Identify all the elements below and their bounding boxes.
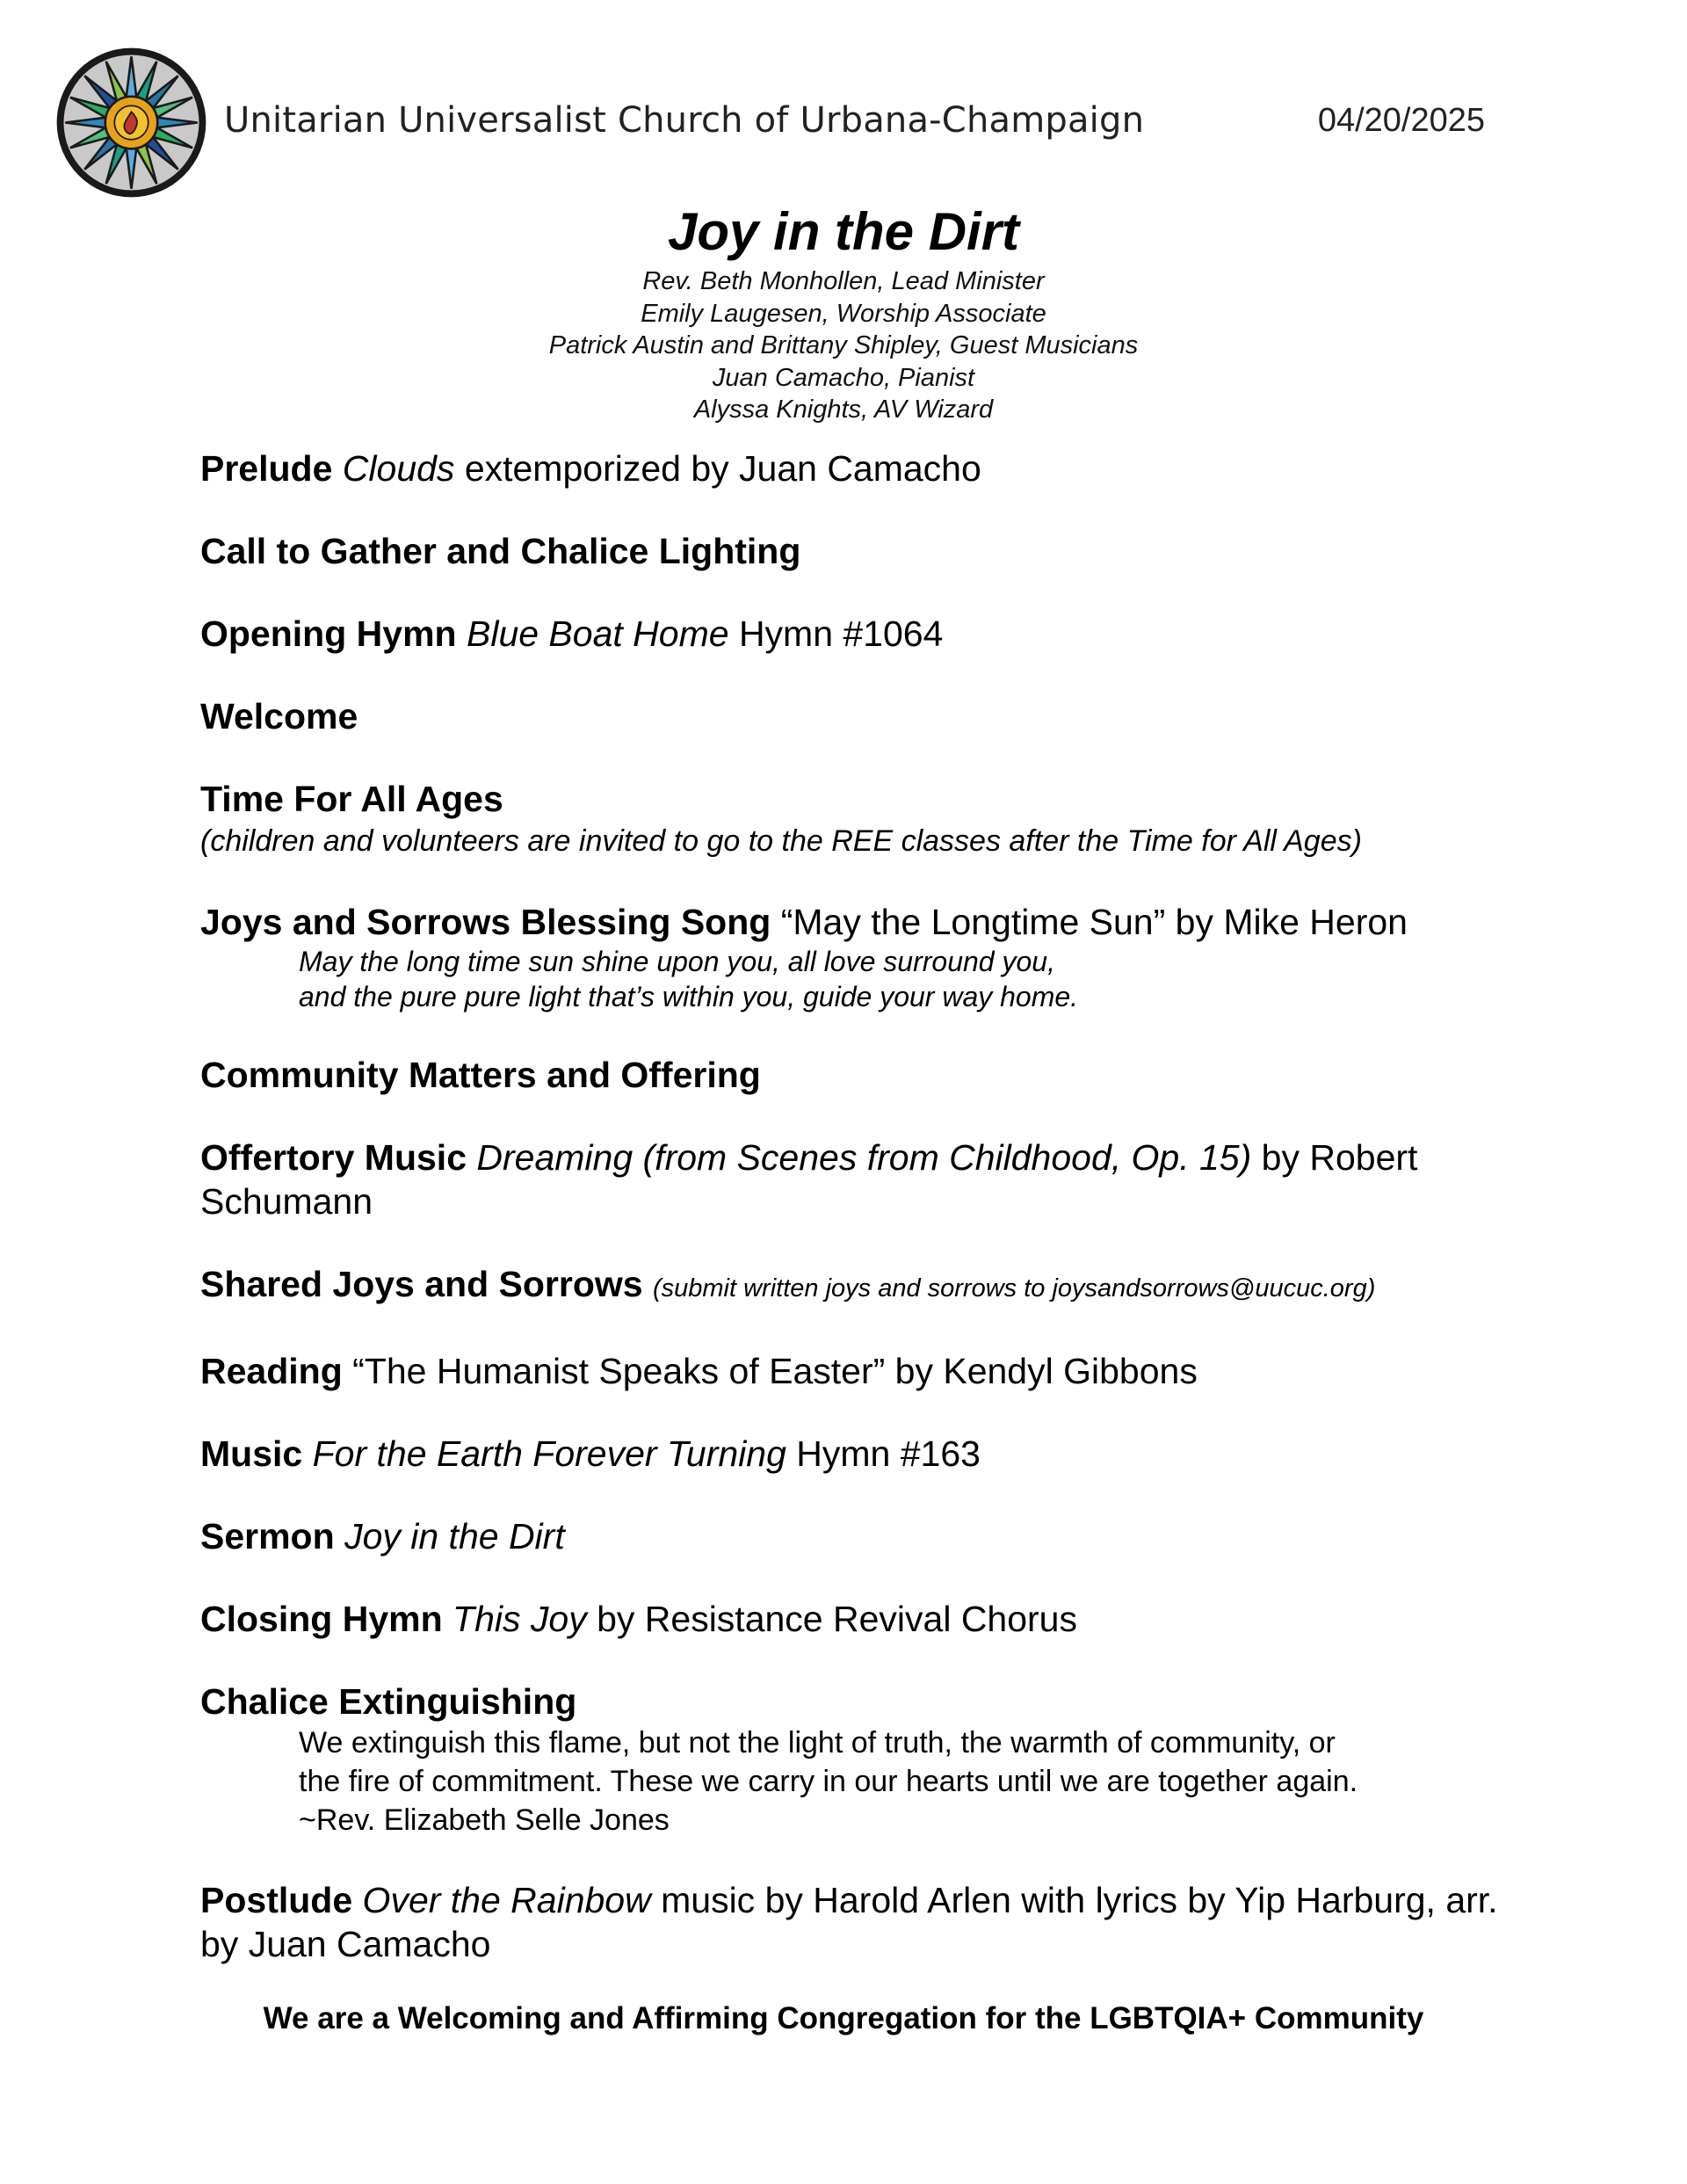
title-block	[0, 199, 1687, 426]
chalice-extinguishing-item	[200, 1680, 1518, 1839]
item-label: Shared Joys and Sorrows	[200, 1264, 643, 1304]
shared-joys-item	[200, 1262, 1518, 1310]
music-item	[200, 1432, 1518, 1476]
sermon-item	[200, 1514, 1518, 1558]
item-label: Joys and Sorrows Blessing Song	[200, 902, 771, 942]
service-title: Joy in the Dirt	[667, 202, 1020, 261]
staff-line: Alyssa Knights, AV Wizard	[693, 395, 994, 424]
reading-item	[200, 1349, 1518, 1393]
closing-hymn-item	[200, 1597, 1518, 1641]
extinguishing-attribution: ~Rev. Elizabeth Selle Jones	[299, 1803, 670, 1837]
item-label: Offertory Music	[200, 1137, 467, 1178]
offertory-item	[200, 1136, 1518, 1223]
order-of-service	[200, 446, 1518, 2005]
item-title: Dreaming (from Scenes from Childhood, Op. 15)	[476, 1137, 1252, 1178]
item-label: Sermon	[200, 1516, 335, 1556]
item-title: Over the Rainbow	[362, 1880, 651, 1920]
service-date: 04/20/2025	[1317, 102, 1485, 139]
item-label: Reading	[200, 1351, 343, 1391]
postlude-item	[200, 1878, 1518, 1966]
item-detail: by Robert Schumann	[200, 1137, 1418, 1222]
item-detail: “May the Longtime Sun” by Mike Heron	[771, 902, 1408, 942]
community-matters-item	[200, 1053, 1518, 1097]
item-label: Postlude	[200, 1880, 353, 1920]
welcoming-statement: We are a Welcoming and Affirming Congregation for the LGBTQIA+ Community	[263, 2001, 1424, 2035]
time-for-all-ages-item	[200, 777, 1518, 861]
item-label: Community Matters and Offering	[200, 1055, 761, 1095]
item-detail: music by Harold Arlen with lyrics by Yip Harburg, arr. by Juan Camacho	[200, 1880, 1498, 1964]
item-detail: Hymn #1064	[728, 613, 944, 654]
church-name: Unitarian Universalist Church of Urbana-Champaign	[224, 100, 1145, 141]
item-label: Chalice Extinguishing	[200, 1681, 577, 1722]
item-title: This Joy	[453, 1599, 587, 1639]
item-title: Blue Boat Home	[466, 613, 729, 654]
item-title: Joy in the Dirt	[344, 1516, 565, 1556]
item-note: (children and volunteers are invited to go to the REE classes after the Time for All Ages)	[200, 824, 1362, 858]
item-label: Call to Gather and Chalice Lighting	[200, 531, 801, 571]
item-title: For the Earth Forever Turning	[312, 1433, 786, 1474]
joys-blessing-item	[200, 900, 1518, 1014]
staff-line: Juan Camacho, Pianist	[712, 363, 975, 392]
item-label: Welcome	[200, 696, 358, 736]
item-detail: Hymn #163	[786, 1433, 981, 1474]
lyric-line: and the pure pure light that’s within you, guide your way home.	[299, 981, 1079, 1012]
stained-glass-chalice-logo	[54, 46, 208, 200]
staff-line: Emily Laugesen, Worship Associate	[641, 299, 1046, 328]
item-label: Time For All Ages	[200, 779, 503, 819]
item-detail: extemporized by Juan Camacho	[454, 448, 981, 489]
call-to-gather-item	[200, 529, 1518, 573]
item-detail: “The Humanist Speaks of Easter” by Kendyl Gibbons	[342, 1351, 1198, 1391]
opening-hymn-item	[200, 612, 1518, 656]
staff-line: Rev. Beth Monhollen, Lead Minister	[642, 267, 1045, 295]
item-note: (submit written joys and sorrows to joysandsorrows@uucuc.org)	[652, 1274, 1376, 1302]
item-label: Closing Hymn	[200, 1599, 443, 1639]
welcome-item	[200, 694, 1518, 738]
lyric-line: May the long time sun shine upon you, all love surround you,	[299, 946, 1055, 977]
item-label: Opening Hymn	[200, 613, 457, 654]
item-label: Prelude	[200, 448, 333, 489]
item-label: Music	[200, 1433, 303, 1474]
extinguishing-line: the fire of commitment. These we carry in our hearts until we are together again.	[299, 1765, 1358, 1798]
item-title: Clouds	[342, 448, 455, 489]
extinguishing-line: We extinguish this flame, but not the light of truth, the warmth of community, or	[299, 1726, 1336, 1760]
staff-line: Patrick Austin and Brittany Shipley, Guest Musicians	[548, 331, 1139, 359]
prelude-item	[200, 446, 1518, 490]
item-detail: by Resistance Revival Chorus	[586, 1599, 1077, 1639]
